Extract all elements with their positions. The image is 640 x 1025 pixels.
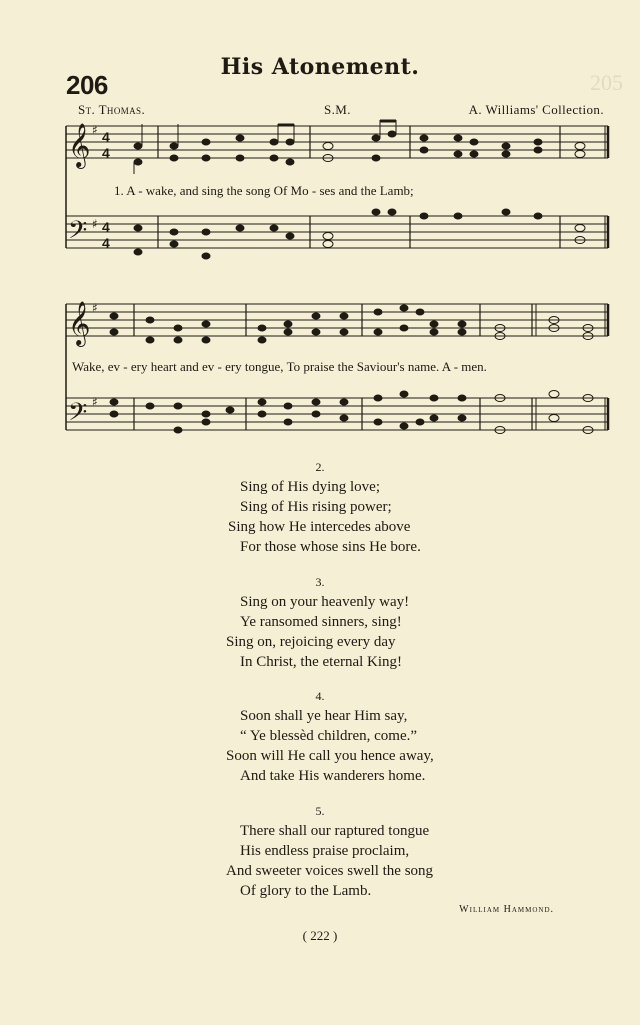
treble-clef-icon: 𝄞: [68, 301, 91, 345]
svg-text:4: 4: [102, 235, 110, 251]
lyric-line-2: Wake, ev - ery heart and ev - ery tongue, To praise the Saviour's name. A - men.: [72, 359, 487, 374]
svg-text:♯: ♯: [92, 217, 98, 231]
svg-text:4: 4: [102, 219, 110, 235]
bass-staff-2: [66, 398, 608, 430]
music-source: A. Williams' Collection.: [468, 102, 604, 117]
verse-number: 3.: [315, 575, 325, 589]
verse-line: Ye ransomed sinners, sing!: [240, 614, 402, 630]
hymn-title: His Atonement.: [220, 54, 420, 80]
svg-text:♯: ♯: [92, 123, 98, 137]
lyric-line-1: 1. A - wake, and sing the song Of Mo - ses and the Lamb;: [114, 183, 414, 198]
svg-text:♯: ♯: [92, 301, 98, 315]
verse-line: Sing how He intercedes above: [228, 519, 411, 535]
author-attribution: William Hammond.: [459, 904, 554, 915]
page-number: ( 222 ): [302, 928, 338, 943]
verse-line: And take His wanderers home.: [240, 768, 426, 784]
bass-clef-icon: 𝄢: [68, 398, 88, 433]
bass-clef-icon: 𝄢: [68, 216, 88, 251]
verse-line: “ Ye blessèd children, come.”: [240, 728, 418, 744]
verse-line: His endless praise proclaim,: [240, 843, 410, 859]
verse-2: [0, 457, 640, 557]
verse-line: Of glory to the Lamb.: [240, 883, 372, 899]
verse-3: [0, 572, 640, 672]
bleed-through: 205: [590, 70, 623, 95]
verse-line: In Christ, the eternal King!: [240, 654, 403, 670]
verse-number: 4.: [315, 689, 325, 703]
treble-staff-1: [66, 126, 608, 158]
verse-line: Sing of His dying love;: [240, 479, 381, 495]
verse-line: There shall our raptured tongue: [240, 823, 430, 839]
bass-staff-1: [66, 216, 608, 248]
music-score: [60, 118, 620, 448]
svg-text:♯: ♯: [92, 395, 98, 409]
svg-text:4: 4: [102, 129, 110, 145]
meter: S.M.: [324, 102, 351, 117]
verse-number: 5.: [315, 804, 325, 818]
verse-4: [0, 686, 640, 786]
verse-line: For those whose sins He bore.: [240, 539, 421, 555]
treble-clef-icon: 𝄞: [68, 123, 91, 167]
verse-line: Sing on your heavenly way!: [240, 594, 410, 610]
verse-5: [0, 801, 640, 901]
verse-line: Soon shall ye hear Him say,: [240, 708, 408, 724]
tune-name: St. Thomas.: [78, 102, 146, 117]
verse-number: 2.: [315, 460, 325, 474]
verse-line: Sing of His rising power;: [240, 499, 392, 515]
verse-line: Soon will He call you hence away,: [226, 748, 434, 764]
verse-line: And sweeter voices swell the song: [226, 863, 434, 879]
hymn-number: 206: [66, 70, 108, 100]
verse-line: Sing on, rejoicing every day: [226, 634, 396, 650]
svg-text:4: 4: [102, 145, 110, 161]
